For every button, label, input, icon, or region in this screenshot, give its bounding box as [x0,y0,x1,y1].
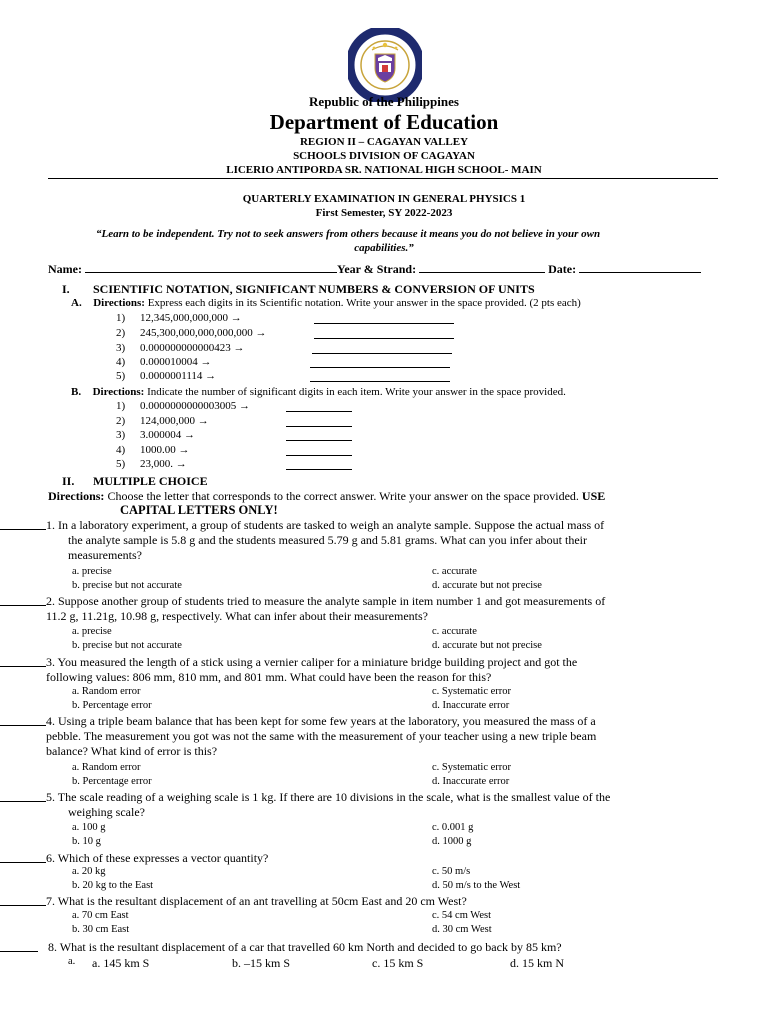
choice-a[interactable]: a. precise [72,626,112,637]
choice-option[interactable]: c. 15 km S [372,956,424,970]
item-text: 1000.00 → [140,444,190,456]
question-text-line: measurements? [68,548,142,562]
choice-d[interactable]: d. accurate but not precise [432,640,542,651]
choice-b[interactable]: b. precise but not accurate [72,580,182,591]
part-2-dir-emph-1: USE [581,489,606,503]
answer-blank[interactable] [0,725,46,726]
item-text: 0.000010004 → [140,356,212,368]
school-label: LICERIO ANTIPORDA SR. NATIONAL HIGH SCHOOL- MAIN [226,164,542,176]
item-text: 245,300,000,000,000,000 → [140,327,267,339]
part-1b-dir-label: Directions: [92,386,145,398]
item-number: 3) [116,429,126,441]
item-text: 124,000,000 → [140,415,209,427]
item-text: 0.000000000000423 → [140,342,245,354]
choice-option[interactable]: d. 15 km N [510,956,564,970]
part-1a-item [116,312,242,324]
choice-a[interactable]: a. Random error [72,762,141,773]
question-text-line: the analyte sample is 5.8 g and the students measured 5.79 g and 5.81 grams. What can you infer about their [68,533,587,547]
choice-d[interactable]: d. 30 cm West [432,924,492,935]
part-1b-item [116,429,195,441]
deped-seal-logo [348,28,422,102]
part-2-dir-text: Choose the letter that corresponds to the correct answer. Write your answer on the space provided. [104,489,582,503]
choice-b[interactable]: b. Percentage error [72,700,152,711]
choice-b[interactable]: b. Percentage error [72,776,152,787]
part-1b-item [116,444,190,456]
part-1a-item [116,356,212,368]
republic-label: Republic of the Philippines [309,94,459,109]
question-text-line: following values: 806 mm, 810 mm, and 801 mm. What could have been the reason for this? [46,670,492,684]
part-1a-letter: A. [71,297,82,309]
choice-c[interactable]: c. Systematic error [432,686,512,697]
question-text-line: 5. The scale reading of a weighing scale is 1 kg. If there are 10 divisions in the scale, what is the smallest value of the [46,790,611,804]
choice-option[interactable]: a. [68,956,76,967]
item-text: 12,345,000,000,000 → [140,312,242,324]
question-text-line: 11.2 g, 11.21g, 10.98 g, respectively. What can infer about their measurements? [46,609,428,623]
division-label: SCHOOLS DIVISION OF CAGAYAN [293,150,475,162]
answer-blank[interactable] [286,426,352,427]
answer-blank[interactable] [310,367,450,368]
question-text-line: 3. You measured the length of a stick using a vernier caliper for a miniature bridge building project and got the [46,655,578,669]
item-number: 5) [116,458,126,470]
part-2-numeral: II. [62,474,75,488]
choice-a[interactable]: a. Random error [72,686,141,697]
answer-blank[interactable] [286,469,352,470]
quote-line-2: capabilities.” [354,242,414,254]
item-number: 2) [116,415,126,427]
item-text: 3.000004 → [140,429,195,441]
part-1-title: SCIENTIFIC NOTATION, SIGNIFICANT NUMBERS & CONVERSION OF UNITS [93,282,535,296]
answer-blank[interactable] [310,381,450,382]
question-text-line: balance? What kind of error is this? [46,744,218,758]
choice-d[interactable]: d. 50 m/s to the West [432,880,521,891]
question-text-line: 8. What is the resultant displacement of a car that travelled 60 km North and decided to go back by 85 km? [48,940,562,954]
answer-blank[interactable] [286,411,352,412]
choice-a[interactable]: a. 70 cm East [72,910,129,921]
part-1a-directions [71,297,581,309]
choice-c[interactable]: c. 54 cm West [432,910,492,921]
question-text-line: pebble. The measurement you got was not the same with the measurement of your teacher using a new triple beam [46,729,597,743]
choice-c[interactable]: c. Systematic error [432,762,512,773]
item-number: 4) [116,356,126,368]
question-text-line: 7. What is the resultant displacement of an ant travelling at 50cm East and 20 cm West? [46,894,467,908]
choice-d[interactable]: d. Inaccurate error [432,700,510,711]
item-number: 2) [116,327,126,339]
exam-title: QUARTERLY EXAMINATION IN GENERAL PHYSICS 1 [242,193,526,205]
item-number: 4) [116,444,126,456]
choice-a[interactable]: a. 20 kg [72,866,106,877]
choice-a[interactable]: a. precise [72,566,112,577]
part-1a-dir-text: Express each digits in its Scientific notation. Write your answer in the space provided. (2 pts each) [144,297,581,309]
exam-semester: First Semester, SY 2022-2023 [315,207,453,219]
item-text: 0.0000001114 → [140,370,217,382]
question-text-line: 6. Which of these expresses a vector quantity? [46,851,269,865]
part-2-dir-label: Directions: [48,489,105,503]
answer-blank[interactable] [0,905,46,906]
student-info-row [48,261,701,277]
answer-blank[interactable] [314,323,454,324]
choice-c[interactable]: c. 50 m/s [432,866,471,877]
choice-d[interactable]: d. Inaccurate error [432,776,510,787]
choice-d[interactable]: d. accurate but not precise [432,580,542,591]
part-1b-item [116,415,209,427]
item-text: 0.0000000000003005 → [140,400,250,412]
part-1a-dir-label: Directions: [93,297,145,309]
name-label: Name: [48,262,82,276]
answer-blank[interactable] [314,338,454,339]
question-text-line: 4. Using a triple beam balance that has been kept for some few years at the laboratory, you measured the mass of a [46,714,596,728]
name-field[interactable] [85,261,337,273]
choice-b[interactable]: b. 10 g [72,836,101,847]
year-strand-field[interactable] [419,261,545,273]
quote-line-1: “Learn to be independent. Try not to seek answers from others because it means you do not believe in your own [96,228,601,240]
item-number: 5) [116,370,126,382]
choice-b[interactable]: b. 20 kg to the East [72,880,154,891]
part-1a-item [116,327,267,339]
answer-blank[interactable] [0,666,46,667]
question-text-line: weighing scale? [68,805,145,819]
part-1b-item [116,400,250,412]
answer-blank[interactable] [0,862,46,863]
item-number: 1) [116,400,126,412]
part-1a-item [116,370,216,382]
part-2-directions [48,489,605,504]
date-field[interactable] [579,261,701,273]
answer-blank[interactable] [286,440,352,441]
part-1b-item [116,458,187,470]
choice-b[interactable]: b. precise but not accurate [72,640,182,651]
department-title: Department of Education [269,110,499,134]
part-1b-dir-text: Indicate the number of significant digits in each item. Write your answer in the space provided. [144,386,566,398]
year-strand-label: Year & Strand: [336,262,417,276]
item-number: 3) [116,342,126,354]
part-1b-directions [71,386,566,398]
answer-blank[interactable] [0,529,46,530]
choice-b[interactable]: b. 30 cm East [72,924,130,935]
choice-option[interactable]: b. –15 km S [232,956,291,970]
item-number: 1) [116,312,126,324]
answer-blank[interactable] [0,801,46,802]
part-1b-letter: B. [71,386,82,398]
part-2-title: MULTIPLE CHOICE [93,474,208,488]
choice-option[interactable]: a. 145 km S [92,956,150,970]
choice-a[interactable]: a. 100 g [72,822,106,833]
answer-blank[interactable] [286,455,352,456]
choice-c[interactable]: c. accurate [432,566,477,577]
choice-c[interactable]: c. 0.001 g [432,822,474,833]
part-1a-item [116,342,245,354]
date-label: Date: [548,262,577,276]
part-1-numeral: I. [62,282,70,296]
answer-blank[interactable] [0,605,46,606]
choice-c[interactable]: c. accurate [432,626,477,637]
choice-d[interactable]: d. 1000 g [432,836,472,847]
answer-blank[interactable] [312,353,452,354]
question-text-line: 1. In a laboratory experiment, a group of students are tasked to weigh an analyte sample. Suppose the actual mass of [46,518,605,532]
region-label: REGION II – CAGAYAN VALLEY [299,136,469,148]
answer-blank[interactable] [0,951,38,952]
item-text: 23,000. → [140,458,187,470]
part-2-dir-emph-2: CAPITAL LETTERS ONLY! [120,503,278,517]
question-text-line: 2. Suppose another group of students tried to measure the analyte sample in item number 1 and got measurements of [46,594,606,608]
header-divider [48,178,718,179]
